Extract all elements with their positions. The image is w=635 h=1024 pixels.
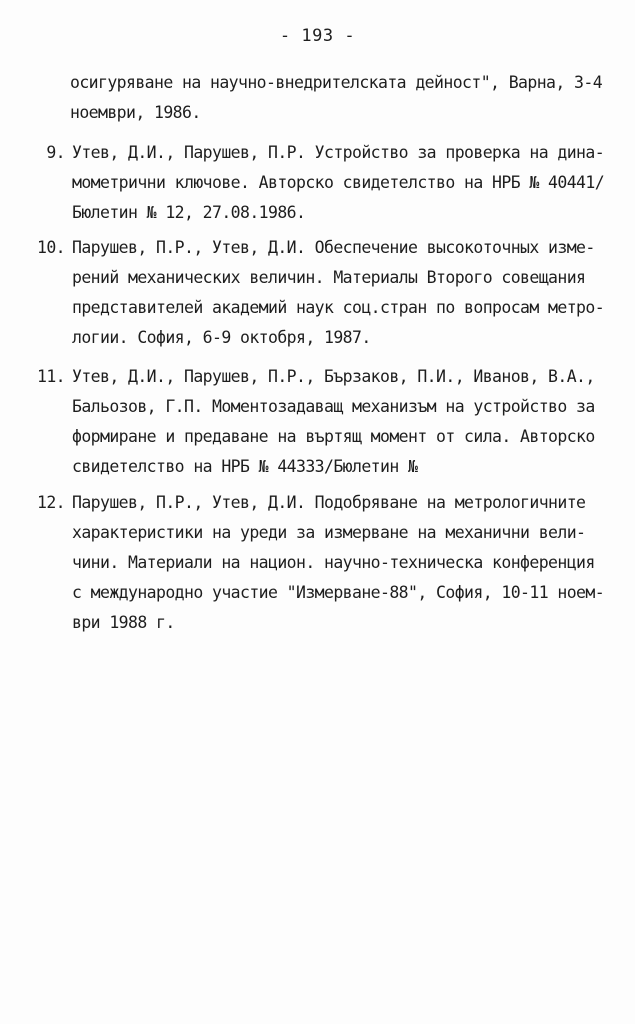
reference-number: 12.	[36, 493, 65, 512]
reference-line: свидетелство на НРБ № 44333/Бюлетин №	[72, 457, 418, 476]
reference-line: Бальозов, Г.П. Моментозадаващ механизъм на устройство за	[72, 397, 595, 416]
reference-line: характеристики на уреди за измерване на механични вели-	[72, 523, 586, 542]
reference-line: мометрични ключове. Авторско свидетелство на НРБ № 40441/	[72, 173, 605, 192]
page-number: - 193 -	[279, 26, 356, 46]
reference-line: с международно участие "Измерване-88", София, 10-11 ноем-	[72, 583, 605, 602]
reference-line: ври 1988 г.	[72, 613, 175, 632]
reference-number: 9.	[46, 143, 65, 162]
reference-line: Бюлетин № 12, 27.08.1986.	[72, 203, 306, 222]
reference-line: представителей академий наук соц.стран по вопросам метро-	[72, 298, 605, 317]
reference-line: чини. Материали на национ. научно-техническа конференция	[72, 553, 595, 572]
reference-line: логии. София, 6-9 октобря, 1987.	[72, 328, 371, 347]
reference-line: формиране и предаване на въртящ момент от сила. Авторско	[72, 427, 595, 446]
continuation-line: ноември, 1986.	[70, 103, 201, 122]
reference-number: 11.	[36, 367, 65, 386]
reference-number: 10.	[36, 238, 65, 257]
reference-line: Утев, Д.И., Парушев, П.Р. Устройство за проверка на дина-	[72, 143, 605, 162]
continuation-line: осигуряване на научно-внедрителската дейност", Варна, 3-4	[70, 73, 603, 92]
reference-line: рений механических величин. Материалы Второго совещания	[72, 268, 586, 287]
reference-line: Парушев, П.Р., Утев, Д.И. Подобряване на метрологичните	[72, 493, 586, 512]
reference-line: Парушев, П.Р., Утев, Д.И. Обеспечение высокоточных изме-	[72, 238, 595, 257]
reference-line: Утев, Д.И., Парушев, П.Р., Бързаков, П.И., Иванов, В.А.,	[72, 367, 595, 386]
